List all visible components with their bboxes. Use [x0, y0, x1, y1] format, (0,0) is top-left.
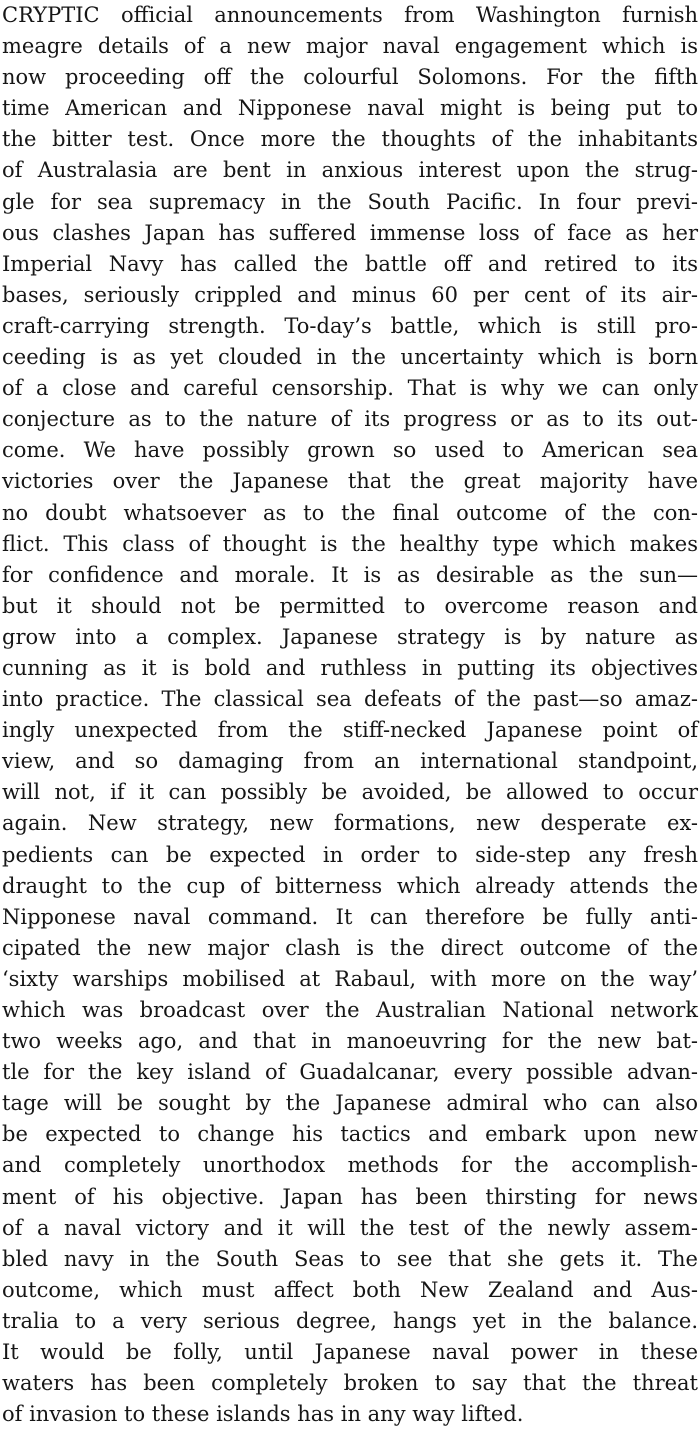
- article-line: cipated the new major clash is the direct outcome of the: [2, 935, 698, 960]
- article-line: pedients can be expected in order to side-step any fresh: [2, 842, 698, 867]
- article-line: the bitter test. Once more the thoughts of the inhabitants: [2, 127, 698, 152]
- article-body: [2, 0, 698, 1430]
- article-line: It would be folly, until Japanese naval power in these: [2, 1340, 698, 1365]
- article-line: which was broadcast over the Australian National network: [2, 998, 698, 1022]
- article-line: come. We have possibly grown so used to American sea: [2, 438, 698, 463]
- article-line: will not, if it can possibly be avoided, be allowed to occur: [2, 780, 698, 805]
- article-line: of a close and careful censorship. That is why we can only: [2, 376, 698, 401]
- article-line: but it should not be permitted to overcome reason and: [2, 593, 698, 618]
- article-line: now proceeding off the colourful Solomons. For the fifth: [2, 65, 698, 90]
- article-line: craft-carrying strength. To-day’s battle, which is still pro-: [2, 313, 698, 338]
- article-line: draught to the cup of bitterness which already attends the: [2, 873, 698, 898]
- article-line: view, and so damaging from an international standpoint,: [2, 749, 698, 774]
- article-line: bases, seriously crippled and minus 60 per cent of its air-: [2, 282, 698, 307]
- article-line: two weeks ago, and that in manoeuvring for the new bat-: [2, 1029, 698, 1054]
- article-line: ceeding is as yet clouded in the uncertainty which is born: [2, 345, 698, 370]
- article-line: cunning as it is bold and ruthless in putting its objectives: [2, 655, 698, 680]
- article-line: of Australasia are bent in anxious interest upon the strug-: [2, 158, 698, 183]
- article-line: flict. This class of thought is the healthy type which makes: [2, 531, 698, 556]
- article-line: grow into a complex. Japanese strategy is by nature as: [2, 624, 698, 649]
- article-line: ingly unexpected from the stiff-necked Japanese point of: [2, 718, 698, 743]
- article-line: ous clashes Japan has suffered immense loss of face as her: [2, 220, 698, 245]
- article-line: victories over the Japanese that the great majority have: [2, 469, 698, 494]
- article-line: conjecture as to the nature of its progress or as to its out-: [2, 407, 698, 432]
- article-line: be expected to change his tactics and embark upon new: [2, 1122, 698, 1147]
- article-line: tle for the key island of Guadalcanar, every possible advan-: [2, 1060, 698, 1085]
- article-line: Imperial Navy has called the battle off and retired to its: [2, 251, 698, 276]
- article-line: gle for sea supremacy in the South Pacific. In four previ-: [2, 189, 698, 214]
- article-line: meagre details of a new major naval engagement which is: [2, 34, 698, 59]
- article-line: ‘sixty warships mobilised at Rabaul, with more on the way’: [2, 966, 698, 991]
- article-line: outcome, which must affect both New Zealand and Aus-: [2, 1277, 698, 1302]
- article-line: tage will be sought by the Japanese admiral who can also: [2, 1091, 698, 1116]
- article-line: tralia to a very serious degree, hangs yet in the balance.: [2, 1308, 698, 1333]
- article-line: bled navy in the South Seas to see that she gets it. The: [2, 1246, 698, 1271]
- article-line: ment of his objective. Japan has been thirsting for news: [2, 1184, 698, 1209]
- article-line: again. New strategy, new formations, new desperate ex-: [2, 811, 698, 836]
- article-line: CRYPTIC official announcements from Washington furnish: [2, 3, 698, 27]
- article-line: and completely unorthodox methods for the accomplish-: [2, 1153, 698, 1178]
- article-line: waters has been completely broken to say that the threat: [2, 1371, 698, 1396]
- article-line: of a naval victory and it will the test of the newly assem-: [2, 1215, 698, 1240]
- article-line: no doubt whatsoever as to the final outcome of the con-: [2, 500, 698, 525]
- article-line: into practice. The classical sea defeats of the past—so amaz-: [2, 687, 698, 712]
- article-line: of invasion to these islands has in any way lifted.: [2, 1402, 524, 1427]
- article-line: time American and Nipponese naval might is being put to: [2, 96, 698, 121]
- article-line: Nipponese naval command. It can therefore be fully anti-: [2, 904, 698, 929]
- article-line: for confidence and morale. It is as desirable as the sun—: [2, 562, 698, 587]
